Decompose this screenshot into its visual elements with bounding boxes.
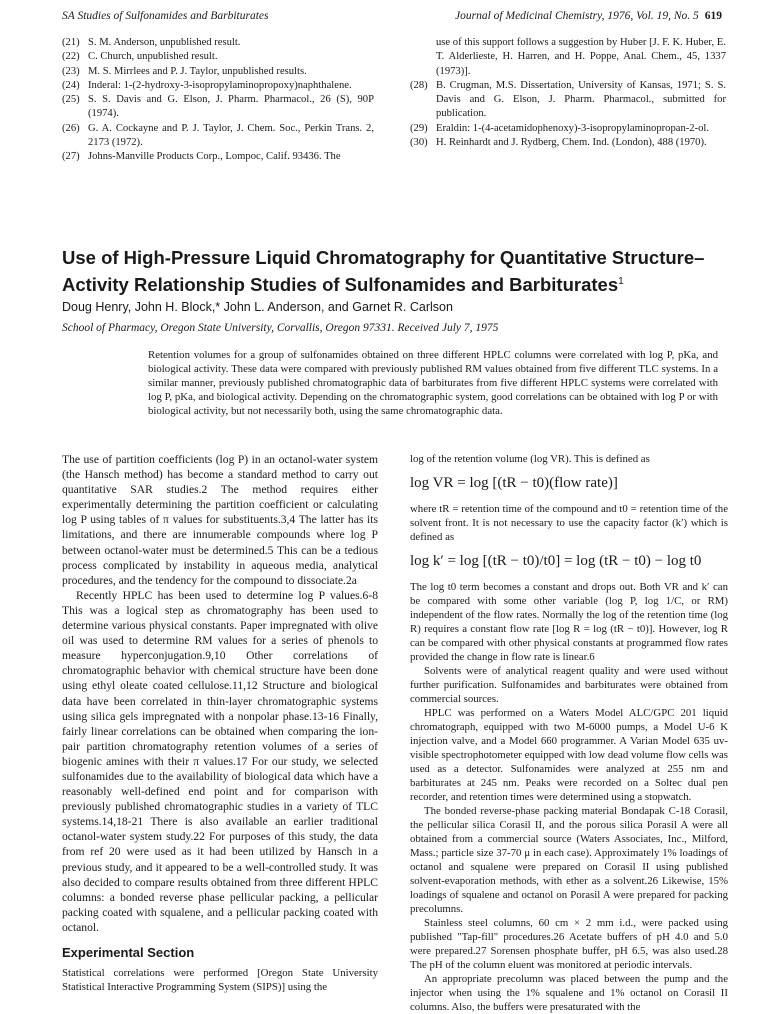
reference-text: B. Crugman, M.S. Dissertation, University of Kansas, 1971; S. S. Davis and G. Elson, J. Pharm. Pharmacol., submitted for publication. <box>436 79 726 120</box>
reference-number: (26) <box>62 122 80 134</box>
reference-item <box>62 150 374 164</box>
reference-number: (28) <box>410 79 428 91</box>
equation-log-vr: log VR = log [(tR − t0)(flow rate)] <box>410 475 618 491</box>
reference-number: (22) <box>62 51 80 63</box>
references-right <box>410 36 726 150</box>
body-paragraph: An appropriate precolumn was placed between the pump and the injector when using the 1% squalene and 1% octanol on Corasil II columns. Also, the buffers were presaturated with the <box>410 973 728 1013</box>
page-number: 619 <box>704 10 722 22</box>
reference-number: (23) <box>62 65 80 77</box>
title-footnote-marker: 1 <box>618 276 624 287</box>
reference-text: G. A. Cockayne and P. J. Taylor, J. Chem. Soc., Perkin Trans. 2, 2173 (1972). <box>88 122 374 149</box>
equation-log-k: log k′ = log [(tR − t0)/t0] = log (tR − t0) − log t0 <box>410 553 702 569</box>
body-paragraph: HPLC was performed on a Waters Model ALC/GPC 201 liquid chromatograph, equipped with two M-6000 pumps, a Model U-6 K injection valve, and a Model 660 programmer. A Varian Model 635 uv-visible spectrophotometer equipped with low dead volume flow cells was used as a detector. Sulfonamides were analyzed at 255 nm and barbiturates at 245 nm. Peaks were recorded on a Soltec dual pen recorder, and retention times were determined using a stopwatch. <box>410 707 728 803</box>
body-paragraph: Solvents were of analytical reagent quality and were used without further purification. Sulfonamides and barbiturates were obtained from commercial sources. <box>410 665 728 705</box>
abstract: Retention volumes for a group of sulfonamides obtained on three different HPLC columns were correlated with log P, pKa, and biological activity. These data were compared with previously published RM values obtained from five different TLC systems. In a similar manner, previously published chromatographic data of barbiturates from five different HPLC systems were correlated with log P, pKa, and biological activity. Depending on the chromatographic system, good correlations can be obtained with log P or with biological activity, but not necessarily both, using the same chromatographic data. <box>148 349 718 418</box>
reference-text: Eraldin: 1-(4-acetamidophenoxy)-3-isopropylaminopropan-2-ol. <box>436 122 710 134</box>
reference-item <box>62 50 374 64</box>
article-title <box>62 246 742 297</box>
article-title-text: Use of High-Pressure Liquid Chromatography for Quantitative Structure–Activity Relationship Studies of Sulfonamides and Barbiturates <box>62 247 705 296</box>
references-left <box>62 36 374 165</box>
body-column-left <box>62 452 378 994</box>
reference-item <box>62 122 374 151</box>
body-paragraph: where tR = retention time of the compound and t0 = retention time of the solvent front. It is not necessary to use the capacity factor (k′) which is defined as <box>410 503 728 543</box>
reference-item <box>62 93 374 122</box>
reference-number: (25) <box>62 94 80 106</box>
reference-item <box>62 36 374 50</box>
reference-text: Inderal: 1-(2-hydroxy-3-isopropylaminopropoxy)naphthalene. <box>88 79 352 91</box>
body-paragraph: The log t0 term becomes a constant and drops out. Both VR and k′ can be compared with some other variable (log P, log 1/C, or RM) independent of the flow rates. Normally the log of the retention time (log R) requires a constant flow rate [log R = log (tR − t0)]. However, log R can be compared with other physical constants at programmed flow rates provided the change in flow rate is linear.6 <box>410 581 728 663</box>
body-paragraph: Recently HPLC has been used to determine log P values.6-8 This was a logical step as chromatography has been used to determine various physical constants. Paper impregnated with olive oil was used to determine RM values for a series of phenols to measure hyperconjugation.9,10 Other correlations of chromatographic behavior with chemical structure have been done using ethyl oleate coated cellulose.11,12 Structure and biological data have been correlated in thin-layer chromatographic systems using silica gels impregnated with a nonpolar phase.13-16 Finally, fairly linear correlations can be obtained when comparing the ion-pair partition chromatography retention volumes of a series of biogenic amines with their π values.17 For our study, we selected sulfonamides due to the availability of biological data which have a reasonably well-defined end point and for comparison with previously published chromatographic studies in a variety of TLC systems.14,18-21 There is also available an earlier traditional octanol-water system study.22 For purposes of this study, the data from ref 20 were used as it had been utilized by Hansch in a previous study, and it appeared to be a well-controlled study. It was also decided to compare results obtained from three different HPLC columns: a bonded reverse phase pellicular packing, a pellicular packing coated with squalene, and a pellicular packing coated with octanol. <box>62 588 378 934</box>
reference-item <box>410 36 726 79</box>
body-column-right <box>410 452 728 1014</box>
body-paragraph: The use of partition coefficients (log P) in an octanol-water system (the Hansch method) has become a standard method to carry out quantitative SAR studies.2 The method requires either experimentally determining the partition coefficient or calculating log P using tables of π values for substituents.3,4 The latter has its limitations, and there are innumerable compounds where log P between octanol-water must be determined.5 This can be a tedious process complicated by instability in aqueous media, analytical procedures, and the tendency for the compound to dissociate.2a <box>62 453 378 587</box>
reference-text: C. Church, unpublished result. <box>88 51 218 63</box>
body-paragraph: log of the retention volume (log VR). This is defined as <box>410 453 650 465</box>
affiliation: School of Pharmacy, Oregon State University, Corvallis, Oregon 97331. Received July 7, 1975 <box>62 322 499 334</box>
reference-text: H. Reinhardt and J. Rydberg, Chem. Ind. (London), 488 (1970). <box>436 137 707 149</box>
authors: Doug Henry, John H. Block,* John L. Anderson, and Garnet R. Carlson <box>62 300 453 314</box>
reference-item <box>410 79 726 122</box>
reference-text: use of this support follows a suggestion by Huber [J. F. K. Huber, E. T. Alderlieste, H. Harren, and H. Poppe, Anal. Chem., 45, 1337 (1973)]. <box>436 37 726 77</box>
reference-item <box>62 65 374 79</box>
body-paragraph: Stainless steel columns, 60 cm × 2 mm i.d., were packed using published "Tap-fill" procedures.26 Acetate buffers of pH 4.0 and 5.0 were prepared.27 Sorensen phosphate buffer, pH 6.5, was also used.28 The pH of the column eluent was monitored at periodic intervals. <box>410 917 728 971</box>
reference-text: S. M. Anderson, unpublished result. <box>88 37 241 48</box>
reference-text: M. S. Mirrlees and P. J. Taylor, unpublished results. <box>88 65 307 77</box>
section-heading: Experimental Section <box>62 945 195 960</box>
reference-text: Johns-Manville Products Corp., Lompoc, Calif. 93436. The <box>88 151 341 163</box>
reference-item <box>410 136 726 150</box>
reference-text: S. S. Davis and G. Elson, J. Pharm. Pharmacol., 26 (S), 90P (1974). <box>88 94 374 120</box>
journal-citation: Journal of Medicinal Chemistry, 1976, Vol. 19, No. 5 <box>455 10 699 22</box>
reference-number: (24) <box>62 79 80 91</box>
running-head-right <box>455 10 722 22</box>
reference-number: (21) <box>62 37 80 48</box>
reference-item <box>62 79 374 93</box>
reference-number: (30) <box>410 137 428 149</box>
reference-number: (29) <box>410 122 428 134</box>
reference-item <box>410 122 726 136</box>
reference-number: (27) <box>62 151 80 163</box>
body-paragraph: The bonded reverse-phase packing material Bondapak C-18 Corasil, the pellicular silica Corasil II, and the porous silica Porasil A were all obtained from a commercial source (Waters Associates, Inc., Milford, Mass.; particle size 37-70 μ in each case). Approximately 1% loadings of octanol and squalene were prepared on Corasil II using published solvent-evaporation methods, with ether as a solvent.26 Likewise, 15% loadings of squalene and octanol on Porasil A were prepared for packing precolumns. <box>410 805 728 915</box>
running-head-left: SA Studies of Sulfonamides and Barbiturates <box>62 10 269 22</box>
reference-number <box>410 36 436 79</box>
body-paragraph: Statistical correlations were performed [Oregon State University Statistical Interactive Programming System (SIPS)] using the <box>62 967 378 994</box>
